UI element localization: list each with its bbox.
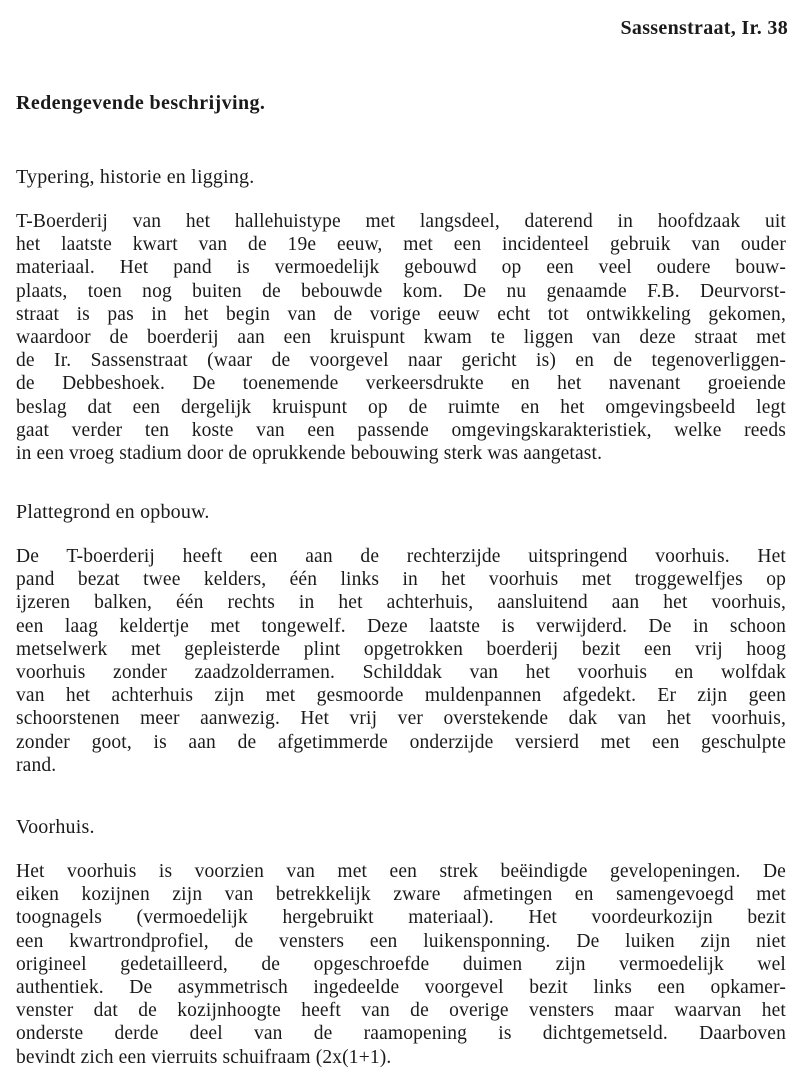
text-line: ijzeren balken, één rechts in het achterhuis, aansluitend aan het voorhuis, (16, 592, 786, 614)
text-line: schoorstenen meer aanwezig. Het vrij ver overstekende dak van het voorhuis, (16, 708, 786, 730)
text-line: eiken kozijnen zijn van betrekkelijk zware afmetingen en samengevoegd met (16, 884, 786, 906)
text-line: De T-boerderij heeft een aan de rechterzijde uitspringend voorhuis. Het (16, 546, 786, 567)
text-line: straat is pas in het begin van de vorige eeuw echt tot ontwikkeling gekomen, (16, 303, 786, 325)
text-line: Het voorhuis is voorzien van met een strek beëindigde gevelopeningen. De (16, 861, 786, 882)
section-heading-voorhuis (16, 815, 786, 839)
text-line: bevindt zich een vierruits schuifraam (2x(1+1). (16, 1046, 392, 1068)
text-line: een laag keldertje met tongewelf. Deze laatste is verwijderd. De in schoon (16, 615, 786, 637)
section-body-typering (16, 210, 786, 465)
section-heading-text: Voorhuis. (16, 816, 95, 838)
text-line: het laatste kwart van de 19e eeuw, met een incidenteel gebruik van ouder (16, 234, 786, 256)
section-heading-text: Typering, historie en ligging. (16, 166, 255, 188)
text-line: authentiek. De asymmetrisch ingedeelde voorgevel bezit links een opkamer- (16, 976, 786, 998)
text-line: van het achterhuis zijn met gesmoorde muldenpannen afgedekt. Er zijn geen (16, 685, 786, 707)
text-line: rand. (16, 754, 57, 776)
paragraph (16, 545, 786, 777)
section-heading-plattegrond (16, 500, 786, 524)
paragraph (16, 210, 786, 465)
text-line: pand bezat twee kelders, één links in het voorhuis met troggewelfjes op (16, 569, 786, 591)
text-line: materiaal. Het pand is vermoedelijk gebouwd op een veel oudere bouw- (16, 257, 786, 279)
text-line: in een vroeg stadium door de oprukkende bebouwing sterk was aangetast. (16, 442, 603, 464)
text-line: T-Boerderij van het hallehuistype met langsdeel, daterend in hoofdzaak uit (16, 211, 786, 232)
section-heading-text: Plattegrond en opbouw. (16, 501, 210, 523)
text-line: origineel gedetailleerd, de opgeschroefde duimen zijn vermoedelijk wel (16, 953, 786, 975)
page-reference-header: Sassenstraat, Ir. 38 (620, 17, 788, 39)
text-line: beslag dat een dergelijk kruispunt op de ruimte en het omgevingsbeeld legt (16, 396, 786, 418)
paragraph (16, 860, 786, 1069)
text-line: plaats, toen nog buiten de bebouwde kom. De nu genaamde F.B. Deurvorst- (16, 280, 786, 302)
text-line: onderste derde deel van de raamopening is dichtgemetseld. Daarboven (16, 1023, 786, 1045)
text-line: een kwartrondprofiel, de vensters een luikensponning. De luiken zijn niet (16, 930, 786, 952)
section-body-plattegrond (16, 545, 786, 777)
section-body-voorhuis (16, 860, 786, 1069)
text-line: waardoor de boerderij aan een kruispunt kwam te liggen van deze straat met (16, 326, 786, 348)
text-line: toognagels (vermoedelijk hergebruikt materiaal). Het voordeurkozijn bezit (16, 907, 786, 929)
section-heading-typering (16, 165, 786, 189)
text-line: gaat verder ten koste van een passende omgevingskarakteristiek, welke reeds (16, 419, 786, 441)
text-line: de Debbeshoek. De toenemende verkeersdrukte en het navenant groeiende (16, 373, 786, 395)
text-line: de Ir. Sassenstraat (waar de voorgevel naar gericht is) en de tegenoverliggen- (16, 350, 786, 372)
document-title: Redengevende beschrijving. (16, 92, 266, 114)
text-line: zonder goot, is aan de afgetimmerde onderzijde versierd met een geschulpte (16, 731, 786, 753)
text-line: metselwerk met gepleisterde plint opgetrokken boerderij bezit een vrij hoog (16, 638, 786, 660)
text-line: venster dat de kozijnhoogte heeft van de overige vensters maar waarvan het (16, 1000, 786, 1022)
text-line: voorhuis zonder zaadzolderramen. Schilddak van het voorhuis en wolfdak (16, 661, 786, 683)
